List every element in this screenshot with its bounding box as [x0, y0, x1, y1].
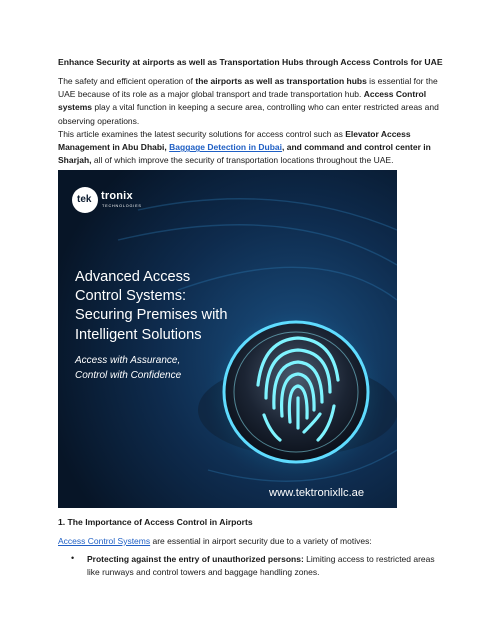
- bullet-bold-lead: Protecting against the entry of unauthorized persons:: [87, 554, 304, 564]
- article-paragraph: [58, 128, 446, 168]
- baggage-detection-link[interactable]: Baggage Detection in Dubai: [169, 142, 283, 153]
- bullet-item: [87, 553, 447, 579]
- banner-website-url: www.tektronixllc.ae: [269, 487, 365, 499]
- banner-title-line: Advanced Access: [75, 269, 191, 285]
- banner-title-line: Control Systems:: [75, 288, 187, 305]
- bullet-marker: •: [71, 553, 75, 563]
- access-control-systems-link[interactable]: Access Control Systems: [58, 536, 151, 546]
- article-text: all of which improve the security of transportation locations throughout the UAE.: [91, 155, 394, 166]
- banner-title: [75, 268, 375, 345]
- access-control-banner: [58, 170, 397, 508]
- intro-text: play a vital function in keeping a secure area, controlling who can enter restricted areas and observing operations.: [58, 102, 439, 126]
- intro-text: is essential for the UAE because of its role as a major global transport and trade transportation hub.: [58, 76, 438, 100]
- banner-subtitle: [75, 353, 305, 383]
- article-bold-elevator: Elevator Access Management in Abu Dhabi,: [58, 129, 411, 153]
- banner-subtitle-line: Access with Assurance,: [75, 355, 181, 366]
- logo-mark: tek: [77, 194, 92, 205]
- banner-subtitle-line: Control with Confidence: [75, 370, 182, 381]
- section-intro-text: are essential in airport security due to a variety of motives:: [150, 536, 372, 546]
- section-intro: [58, 536, 372, 546]
- intro-text: The safety and efficient operation of: [58, 76, 196, 86]
- logo-wordmark: tronix: [101, 190, 133, 202]
- intro-bold-airports: the airports as well as transportation hubs: [195, 76, 367, 86]
- intro-paragraph: [58, 75, 446, 128]
- banner-title-line: Securing Premises with: [75, 307, 228, 324]
- article-bold-command-center: , and command and control center in Sharjah,: [58, 142, 431, 166]
- tektronix-logo: [72, 187, 144, 215]
- logo-tagline: TECHNOLOGIES: [102, 204, 142, 208]
- section-heading: 1. The Importance of Access Control in Airports: [58, 517, 253, 527]
- intro-bold-access-control: Access Control systems: [58, 89, 427, 113]
- bullet-text: Limiting access to restricted areas like runways and control towers and baggage handling zones.: [87, 554, 435, 578]
- banner-title-line: Intelligent Solutions: [75, 326, 202, 343]
- document-title: Enhance Security at airports as well as Transportation Hubs through Access Controls for UAE: [58, 57, 443, 67]
- article-text: This article examines the latest security solutions for access control such as: [58, 129, 346, 139]
